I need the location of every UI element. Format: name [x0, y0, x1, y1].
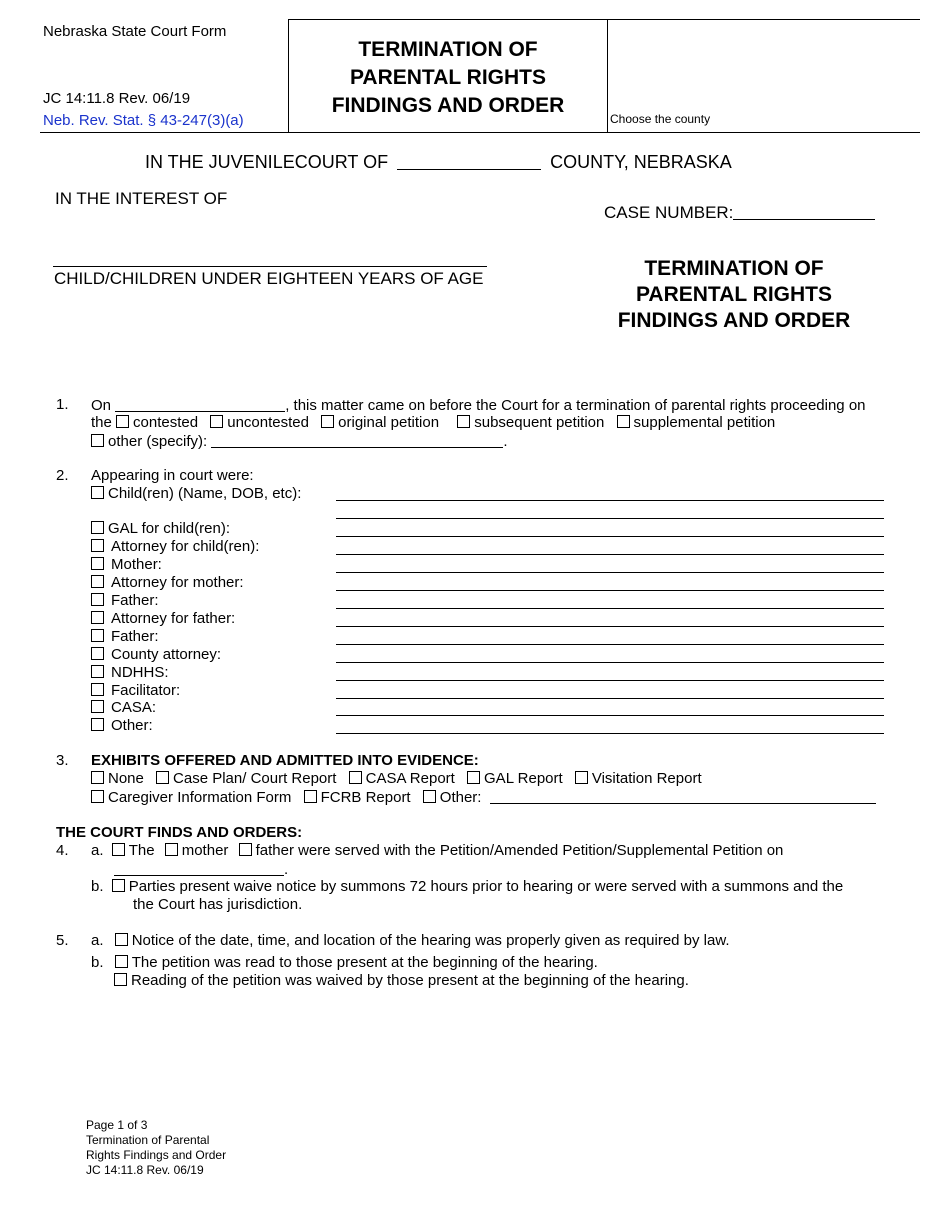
father-served-checkbox[interactable]	[239, 843, 252, 856]
other-party-label: Other:	[111, 717, 153, 734]
other-exhibit-field[interactable]	[490, 788, 876, 804]
party-row	[91, 520, 230, 538]
attorney-child-label: Attorney for child(ren):	[111, 538, 260, 555]
petition-read-checkbox[interactable]	[115, 955, 128, 968]
county-attorney-checkbox[interactable]	[91, 647, 104, 660]
uncontested-label: uncontested	[227, 414, 309, 431]
mother-label: Mother:	[111, 556, 162, 573]
attorney-father-label: Attorney for father:	[111, 610, 236, 627]
visitation-report-label: Visitation Report	[591, 770, 702, 787]
item-1-line-2	[91, 414, 775, 432]
father-2-field[interactable]	[336, 644, 884, 645]
court-of: COURT OF	[294, 152, 389, 172]
facilitator-checkbox[interactable]	[91, 683, 104, 696]
ndhhs-label: NDHHS:	[111, 664, 169, 681]
findings-heading: THE COURT FINDS AND ORDERS:	[56, 824, 303, 841]
none-label: None	[108, 770, 144, 787]
item-4a-period: .	[284, 861, 289, 878]
father-2-checkbox[interactable]	[91, 629, 104, 642]
item-3-number: 3.	[56, 752, 69, 769]
casa-checkbox[interactable]	[91, 700, 104, 713]
item-1-text: , this matter came on before the Court for a termination of parental rights proceeding on	[285, 397, 866, 414]
father-label: Father:	[111, 592, 159, 609]
father-checkbox[interactable]	[91, 593, 104, 606]
children-appearance-field[interactable]	[336, 500, 884, 501]
child-name-field[interactable]	[53, 266, 487, 267]
uncontested-checkbox[interactable]	[210, 415, 223, 428]
case-number-field[interactable]	[733, 204, 875, 220]
party-row	[91, 682, 180, 700]
header-divider-right	[607, 19, 608, 133]
county-name-field[interactable]	[397, 154, 541, 170]
other-specify-label: other (specify):	[108, 433, 208, 450]
party-row	[91, 556, 162, 574]
none-checkbox[interactable]	[91, 771, 104, 784]
exhibits-heading: EXHIBITS OFFERED AND ADMITTED INTO EVIDENCE:	[91, 752, 479, 769]
ndhhs-field[interactable]	[336, 680, 884, 681]
item-4b-line-1	[91, 878, 843, 896]
item-4a-line	[91, 842, 783, 860]
children-label: CHILD/CHILDREN UNDER EIGHTEEN YEARS OF AGE	[54, 269, 484, 288]
party-row	[91, 646, 221, 664]
attorney-mother-label: Attorney for mother:	[111, 574, 244, 591]
children-appearance-row	[91, 485, 301, 503]
petition-waived-checkbox[interactable]	[114, 973, 127, 986]
party-row	[91, 610, 235, 628]
mother-field[interactable]	[336, 572, 884, 573]
gal-field[interactable]	[336, 536, 884, 537]
other-specify-field[interactable]	[211, 432, 503, 448]
casa-field[interactable]	[336, 715, 884, 716]
attorney-mother-checkbox[interactable]	[91, 575, 104, 588]
header-title-line: FINDINGS AND ORDER	[331, 94, 565, 117]
party-row	[91, 574, 244, 592]
case-plan-label: Case Plan/ Court Report	[173, 770, 337, 787]
fcrb-report-checkbox[interactable]	[304, 790, 317, 803]
facilitator-label: Facilitator:	[111, 682, 181, 699]
item-1-number: 1.	[56, 396, 69, 413]
fcrb-report-label: FCRB Report	[320, 789, 411, 806]
attorney-father-field[interactable]	[336, 626, 884, 627]
gal-report-checkbox[interactable]	[467, 771, 480, 784]
other-party-checkbox[interactable]	[91, 718, 104, 731]
father-field[interactable]	[336, 608, 884, 609]
mother-served-checkbox[interactable]	[165, 843, 178, 856]
footer	[86, 1118, 226, 1178]
court-line	[145, 152, 732, 172]
item-2-number: 2.	[56, 467, 69, 484]
appearing-heading: Appearing in court were:	[91, 467, 254, 484]
party-row	[91, 538, 259, 556]
item-1-line-1	[91, 396, 866, 415]
party-row	[91, 664, 169, 682]
waive-notice-checkbox[interactable]	[112, 879, 125, 892]
petition-waived-label: Reading of the petition was waived by those present at the beginning of the hearing.	[131, 972, 689, 989]
visitation-report-checkbox[interactable]	[575, 771, 588, 784]
case-number-label: CASE NUMBER:	[604, 203, 734, 222]
footer-line: Rights Findings and Order	[86, 1148, 227, 1162]
item-1-line-3	[91, 432, 508, 451]
gal-label: GAL for child(ren):	[108, 520, 230, 537]
item-4-number: 4.	[56, 842, 69, 859]
case-number-line	[604, 203, 875, 223]
county-select[interactable]	[609, 20, 919, 131]
service-date-field[interactable]	[114, 860, 284, 876]
attorney-child-checkbox[interactable]	[91, 539, 104, 552]
caption-title	[594, 256, 874, 334]
interest-of: IN THE INTEREST OF	[55, 189, 228, 208]
item-5-number: 5.	[56, 932, 69, 949]
other-specify-checkbox[interactable]	[91, 434, 104, 447]
caregiver-form-checkbox[interactable]	[91, 790, 104, 803]
party-row	[91, 628, 159, 646]
item-5b-line-2	[114, 972, 689, 990]
other-exhibit-label: Other:	[439, 789, 482, 806]
children-appearance-field[interactable]	[336, 518, 884, 519]
attorney-father-checkbox[interactable]	[91, 611, 104, 624]
county-suffix: COUNTY, NEBRASKA	[550, 152, 732, 172]
footer-line: Termination of Parental	[86, 1133, 210, 1147]
form-code: JC 14:11.8 Rev. 06/19	[43, 90, 191, 107]
casa-report-checkbox[interactable]	[349, 771, 362, 784]
supplemental-petition-label: supplemental petition	[633, 414, 776, 431]
mother-served-label: mother	[181, 842, 229, 859]
item-5a-letter: a.	[91, 932, 104, 949]
item-5b-letter: b.	[91, 954, 104, 971]
petition-read-label: The petition was read to those present at the beginning of the hearing.	[131, 954, 598, 971]
header-title	[289, 36, 607, 120]
subsequent-petition-label: subsequent petition	[474, 414, 605, 431]
county-attorney-label: County attorney:	[111, 646, 222, 663]
original-petition-label: original petition	[338, 414, 440, 431]
header-title-line: PARENTAL RIGHTS	[349, 66, 546, 89]
the-checkbox[interactable]	[112, 843, 125, 856]
form-name: Nebraska State Court Form	[43, 23, 227, 40]
ndhhs-checkbox[interactable]	[91, 665, 104, 678]
father-served-label: father were served with the Petition/Amended Petition/Supplemental Petition on	[255, 842, 784, 859]
other-exhibit-checkbox[interactable]	[423, 790, 436, 803]
exhibits-row-2	[91, 788, 876, 807]
item-4b-letter: b.	[91, 878, 104, 895]
notice-given-checkbox[interactable]	[115, 933, 128, 946]
item-5a-line	[91, 932, 730, 950]
casa-report-label: CASA Report	[365, 770, 455, 787]
casa-label: CASA:	[111, 699, 157, 716]
caption-title-line: PARENTAL RIGHTS	[635, 283, 832, 306]
footer-line: JC 14:11.8 Rev. 06/19	[86, 1163, 204, 1177]
attorney-mother-field[interactable]	[336, 590, 884, 591]
header-bottom-rule	[40, 132, 920, 133]
exhibits-row-1	[91, 770, 702, 788]
original-petition-checkbox[interactable]	[321, 415, 334, 428]
caregiver-form-label: Caregiver Information Form	[108, 789, 292, 806]
party-row	[91, 592, 159, 610]
gal-checkbox[interactable]	[91, 521, 104, 534]
caption-title-line: TERMINATION OF	[644, 257, 824, 280]
mother-checkbox[interactable]	[91, 557, 104, 570]
county-attorney-field[interactable]	[336, 662, 884, 663]
contested-label: contested	[133, 414, 199, 431]
county-hint: Choose the county	[610, 112, 711, 126]
item-4b-line-2: the Court has jurisdiction.	[133, 896, 303, 913]
children-appearance-checkbox[interactable]	[91, 486, 104, 499]
other-party-field[interactable]	[336, 733, 884, 734]
item-1-on: On	[91, 397, 112, 414]
notice-given-label: Notice of the date, time, and location of the hearing was properly given as required by law.	[131, 932, 730, 949]
father-2-label: Father:	[111, 628, 159, 645]
case-plan-checkbox[interactable]	[156, 771, 169, 784]
party-row	[91, 717, 153, 735]
gal-report-label: GAL Report	[484, 770, 563, 787]
attorney-child-field[interactable]	[336, 554, 884, 555]
item-5b-line-1	[91, 954, 598, 972]
header-title-line: TERMINATION OF	[358, 38, 538, 61]
children-appearance-label: Child(ren) (Name, DOB, etc):	[108, 485, 302, 502]
subsequent-petition-checkbox[interactable]	[457, 415, 470, 428]
hearing-date-field[interactable]	[115, 396, 285, 412]
item-1-the: the	[91, 414, 112, 431]
contested-checkbox[interactable]	[116, 415, 129, 428]
court-prefix: IN THE JUVENILE	[145, 152, 295, 172]
item-4a-date-line	[114, 860, 288, 879]
item-4a-letter: a.	[91, 842, 104, 859]
supplemental-petition-checkbox[interactable]	[617, 415, 630, 428]
facilitator-field[interactable]	[336, 698, 884, 699]
statute-link[interactable]: Neb. Rev. Stat. § 43-247(3)(a)	[43, 112, 244, 129]
party-row	[91, 699, 156, 717]
footer-page-number: Page 1 of 3	[86, 1118, 148, 1132]
caption-title-line: FINDINGS AND ORDER	[617, 309, 851, 332]
the-label: The	[128, 842, 155, 859]
item-1-period: .	[503, 433, 508, 450]
waive-notice-label: Parties present waive notice by summons 72 hours prior to hearing or were served with a summons and the	[128, 878, 844, 895]
